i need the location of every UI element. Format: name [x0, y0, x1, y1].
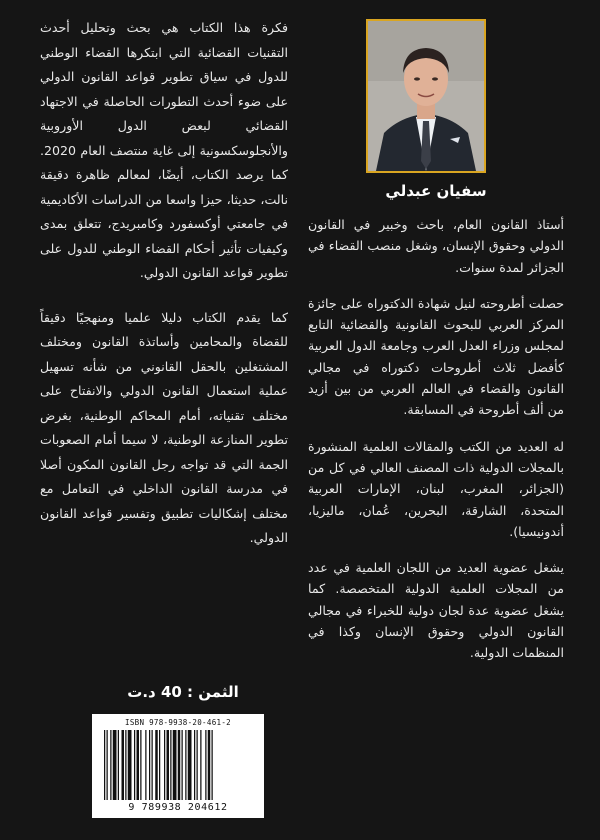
bio-paragraph-3: له العديد من الكتب والمقالات العلمية المنشورة بالمجلات الدولية ذات المصنف العالي في كل من (الجزائر، المغرب، لبنان، الإمارات العربية المتحدة، الشارقة، البحرين، عُمان، ماليزيا، أندونيسيا). [308, 438, 564, 539]
barcode-bar [200, 730, 201, 800]
description-paragraph-1: فكرة هذا الكتاب هي بحث وتحليل أحدث التقنيات القضائية التي ابتكرها القضاء الوطني للدول في سياق تطوير قواعد القانون الدولي على ضوء أحدث التطورات الحاصلة في الاجتهاد القضائي لبعض الدول الأوروبية والأنجلوسكسونية إلى غاية منتصف العام 2020. كما يرصد الكتاب، أيضًا، لمعالم ظاهرة دقيقة نالت، حديثا، حيزا واسعا من الدراسات الأكاديمية في جامعتي أوكسفورد وكامبريدج، تتعلق بمدى وكيفيات تأثير أحكام القضاء الوطني للدول على تطوير قواعد القانون الدولي. [40, 20, 288, 280]
barcode-bar [149, 730, 150, 800]
author-photo [366, 19, 486, 173]
barcode-bar [137, 730, 140, 800]
book-description [40, 16, 288, 551]
barcode-digits: 9 789938 204612 [128, 802, 228, 813]
barcode-bar [104, 730, 105, 800]
barcode-bar [107, 730, 108, 800]
barcode-bar [110, 730, 111, 800]
barcode-bar [205, 730, 206, 800]
barcode-bar [212, 730, 213, 800]
barcode-bar [128, 730, 132, 800]
barcode-bar [208, 730, 211, 800]
barcode-bar [194, 730, 195, 800]
barcode-bar [173, 730, 177, 800]
barcode-bar [170, 730, 171, 800]
isbn-number: ISBN 978-9938-20-461-2 [125, 718, 231, 727]
bio-paragraph-1: أستاذ القانون العام، باحث وخبير في القانون الدولي وحقوق الإنسان، وشغل منصب القضاء في الجزائر لمدة سنوات. [308, 217, 564, 275]
barcode-bars [104, 730, 252, 802]
author-name: سفيان عبدلي [385, 182, 487, 200]
barcode-bar [188, 730, 192, 800]
author-bio [308, 186, 564, 664]
barcode-bar [152, 730, 153, 800]
barcode-bar [185, 730, 186, 800]
barcode-bar [140, 730, 141, 800]
barcode-bar [197, 730, 198, 800]
barcode-bar [164, 730, 165, 800]
barcode-bar [155, 730, 158, 800]
barcode-bar [178, 730, 181, 800]
price-label: الثمن : 40 د.ت [127, 683, 239, 701]
barcode-bar [118, 730, 119, 800]
isbn-barcode [92, 714, 264, 818]
barcode-bar [167, 730, 170, 800]
barcode-bar [145, 730, 146, 800]
barcode-bar [134, 730, 135, 800]
barcode-bar [125, 730, 126, 800]
author-portrait-image [368, 21, 484, 171]
barcode-bar [182, 730, 183, 800]
barcode-bar [122, 730, 125, 800]
bio-paragraph-2: حصلت أطروحته لنيل شهادة الدكتوراه على جائزة المركز العربي للبحوث القانونية والقضائية التابع لمجلس وزراء العدل العرب وجامعة الدول العربية كأفضل ثلاث أطروحات دكتوراه في مجالي القانون والقضاء في العالم العربي من بين أزيد من ألف أطروحة في المسابقة. [308, 295, 564, 418]
barcode-bar [113, 730, 117, 800]
bio-paragraph-4: يشغل عضوية العديد من اللجان العلمية في عدد من المجلات العلمية الدولية المتخصصة. كما يشغل عضوية عدة لجان دولية للخبراء في مجالي القانون الدولي وحقوق الإنسان وكذا في المنظمات الدولية. [308, 560, 564, 661]
description-paragraph-2: كما يقدم الكتاب دليلا علميا ومنهجيًا دقيقاً للقضاة والمحامين وأساتذة القانون ومختلف المشتغلين بالحقل القانوني من شأنه تسهيل عملية استعمال القانون الدولي والانفتاح على مختلف تقنياته، أمام المحاكم الوطنية، بغرض تطوير المنازعة الوطنية، لا سيما أمام الصعوبات الجمة التي قد تواجه رجل القانون المكون أصلا في مدرسة القانون الداخلي في التعامل مع مختلف إشكاليات تطبيق وتفسير قواعد القانون الدولي. [40, 309, 288, 545]
barcode-bar [159, 730, 160, 800]
